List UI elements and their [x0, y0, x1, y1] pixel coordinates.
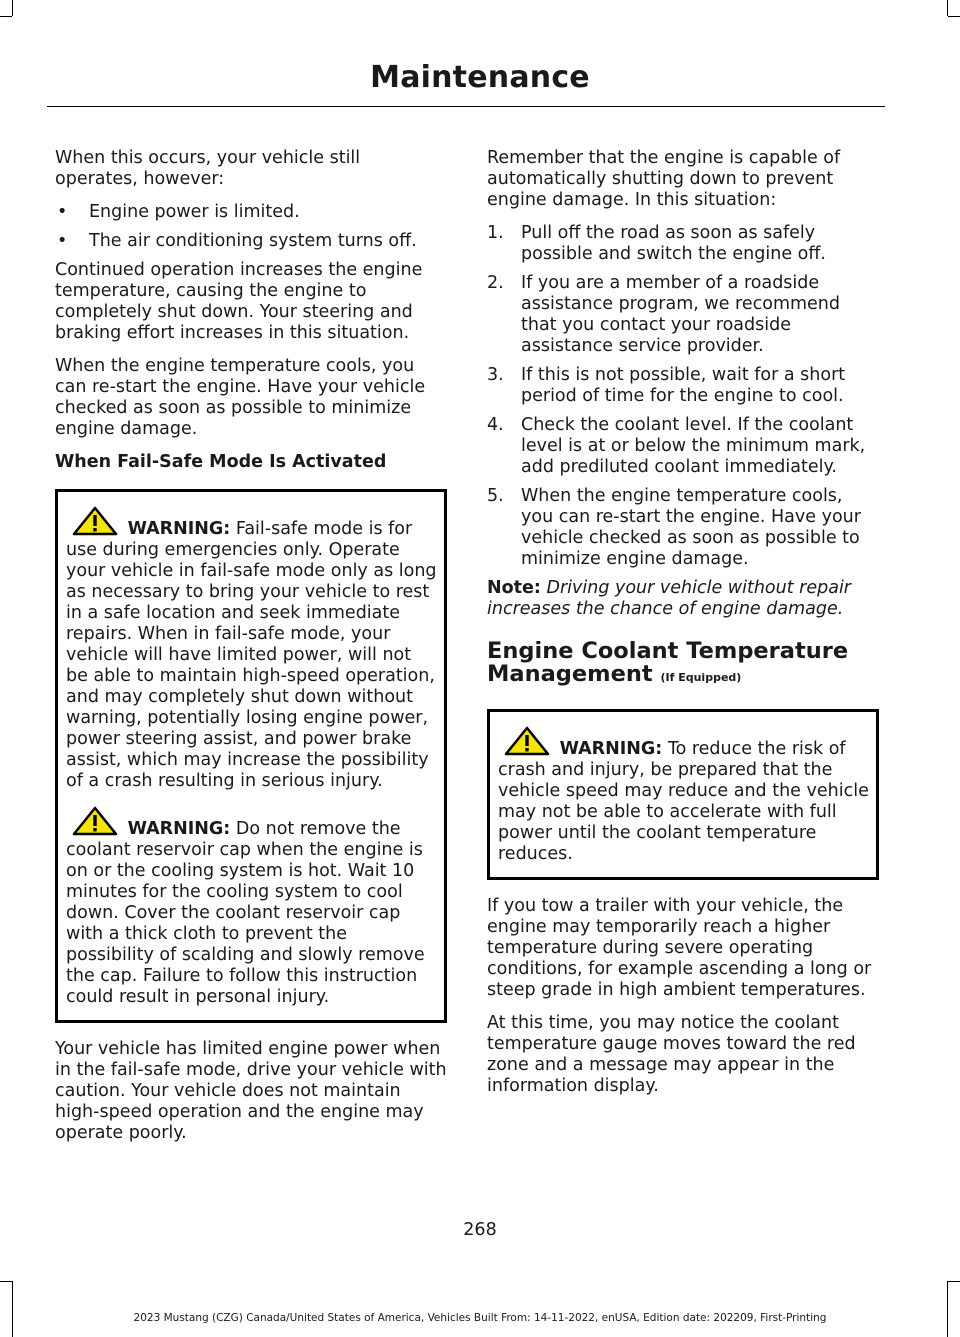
note-label: Note:: [487, 578, 541, 598]
right-column: [487, 148, 879, 1109]
paragraph: If you tow a trailer with your vehicle, the engine may temporarily reach a higher temperature during severe operating conditions, for example ascending a long or steep grade in high ambient temperatures.: [487, 896, 872, 1000]
paragraph: Continued operation increases the engine temperature, causing the engine to completely shut down. Your steering and braking effort increases in this situation.: [55, 260, 423, 343]
list-item: 4. Check the coolant level. If the coolant level is at or below the minimum mark, add prediluted coolant immediately.: [487, 415, 866, 477]
paragraph: When the engine temperature cools, you can re-start the engine. Have your vehicle checked as soon as possible to minimize engine damage.: [55, 356, 426, 439]
crop-mark: [0, 1281, 12, 1282]
crop-mark: [947, 1281, 948, 1337]
intro-paragraph: When this occurs, your vehicle still operates, however:: [55, 148, 361, 189]
warning-box: [55, 489, 447, 1023]
section-heading: Engine Coolant Temperature Management (If Equipped): [487, 638, 849, 687]
warning-label: WARNING:: [559, 739, 663, 759]
paragraph: Your vehicle has limited engine power when in the fail-safe mode, drive your vehicle with caution. Your vehicle does not maintain high-speed operation and the engine may operate poorly.: [55, 1039, 447, 1143]
crop-mark: [947, 0, 948, 16]
warning-label: WARNING:: [127, 819, 231, 839]
paragraph: At this time, you may notice the coolant temperature gauge moves toward the red zone and a message may appear in the information display.: [487, 1013, 856, 1096]
list-item: • Engine power is limited.: [57, 202, 300, 222]
warning-triangle-icon: [72, 806, 122, 836]
bullet-icon: •: [57, 202, 68, 222]
warning-triangle-icon: [504, 726, 554, 756]
note-text: Driving your vehicle without repair increases the chance of engine damage.: [487, 578, 851, 619]
page-number: 268: [463, 1220, 497, 1240]
list-item: 5. When the engine temperature cools, you can re-start the engine. Have your vehicle checked as soon as possible to minimize engine damage.: [487, 486, 861, 569]
left-column: [55, 148, 447, 1156]
warning-item: [66, 506, 438, 792]
warning-label: WARNING:: [127, 519, 231, 539]
warning-text: Do not remove the coolant reservoir cap when the engine is on or the cooling system is hot. Wait 10 minutes for the cooling system to cool down. Cover the coolant reservoir cap with a thick cloth to prevent the possibility of scalding and slowly remove the cap. Failure to follow this instruction could result in personal injury.: [66, 819, 425, 1007]
intro-paragraph: Remember that the engine is capable of automatically shutting down to prevent engine damage. In this situation:: [487, 148, 841, 210]
page-title: Maintenance: [370, 60, 590, 95]
note: [487, 578, 879, 620]
warning-triangle-icon: [72, 506, 122, 536]
list-item: 2. If you are a member of a roadside assistance program, we recommend that you contact your roadside assistance service provider.: [487, 273, 840, 356]
crop-mark: [0, 16, 12, 17]
warning-text: Fail-safe mode is for use during emergencies only. Operate your vehicle in fail-safe mode only as long as necessary to bring your vehicle to rest in a safe location and seek immediate repairs. When in fail-safe mode, your vehicle will have limited power, will not be able to maintain high-speed operation, and may completely shut down without warning, potentially losing engine power, power steering assist, and power brake assist, which may increase the possibility of a crash resulting in serious injury.: [66, 519, 437, 791]
list-item: 3. If this is not possible, wait for a short period of time for the engine to cool.: [487, 365, 846, 406]
crop-mark: [948, 1281, 960, 1282]
section-heading: When Fail-Safe Mode Is Activated: [55, 452, 387, 472]
list-item: • The air conditioning system turns off.: [57, 231, 417, 251]
crop-mark: [12, 1281, 13, 1337]
list-item: 1. Pull off the road as soon as safely possible and switch the engine off.: [487, 223, 826, 264]
warning-box: [487, 709, 879, 880]
bullet-icon: •: [57, 231, 68, 251]
heading-qualifier: (If Equipped): [660, 671, 742, 684]
crop-mark: [12, 0, 13, 16]
warning-item: [66, 806, 438, 1008]
header-divider: [47, 106, 885, 107]
footer-text: 2023 Mustang (CZG) Canada/United States of America, Vehicles Built From: 14-11-2022, enUSA, Edition date: 202209, First-Printing: [133, 1312, 827, 1324]
warning-text: To reduce the risk of crash and injury, be prepared that the vehicle speed may reduce and the vehicle may not be able to accelerate with full power until the coolant temperature reduces.: [498, 739, 869, 864]
warning-item: [498, 726, 870, 865]
crop-mark: [948, 16, 960, 17]
